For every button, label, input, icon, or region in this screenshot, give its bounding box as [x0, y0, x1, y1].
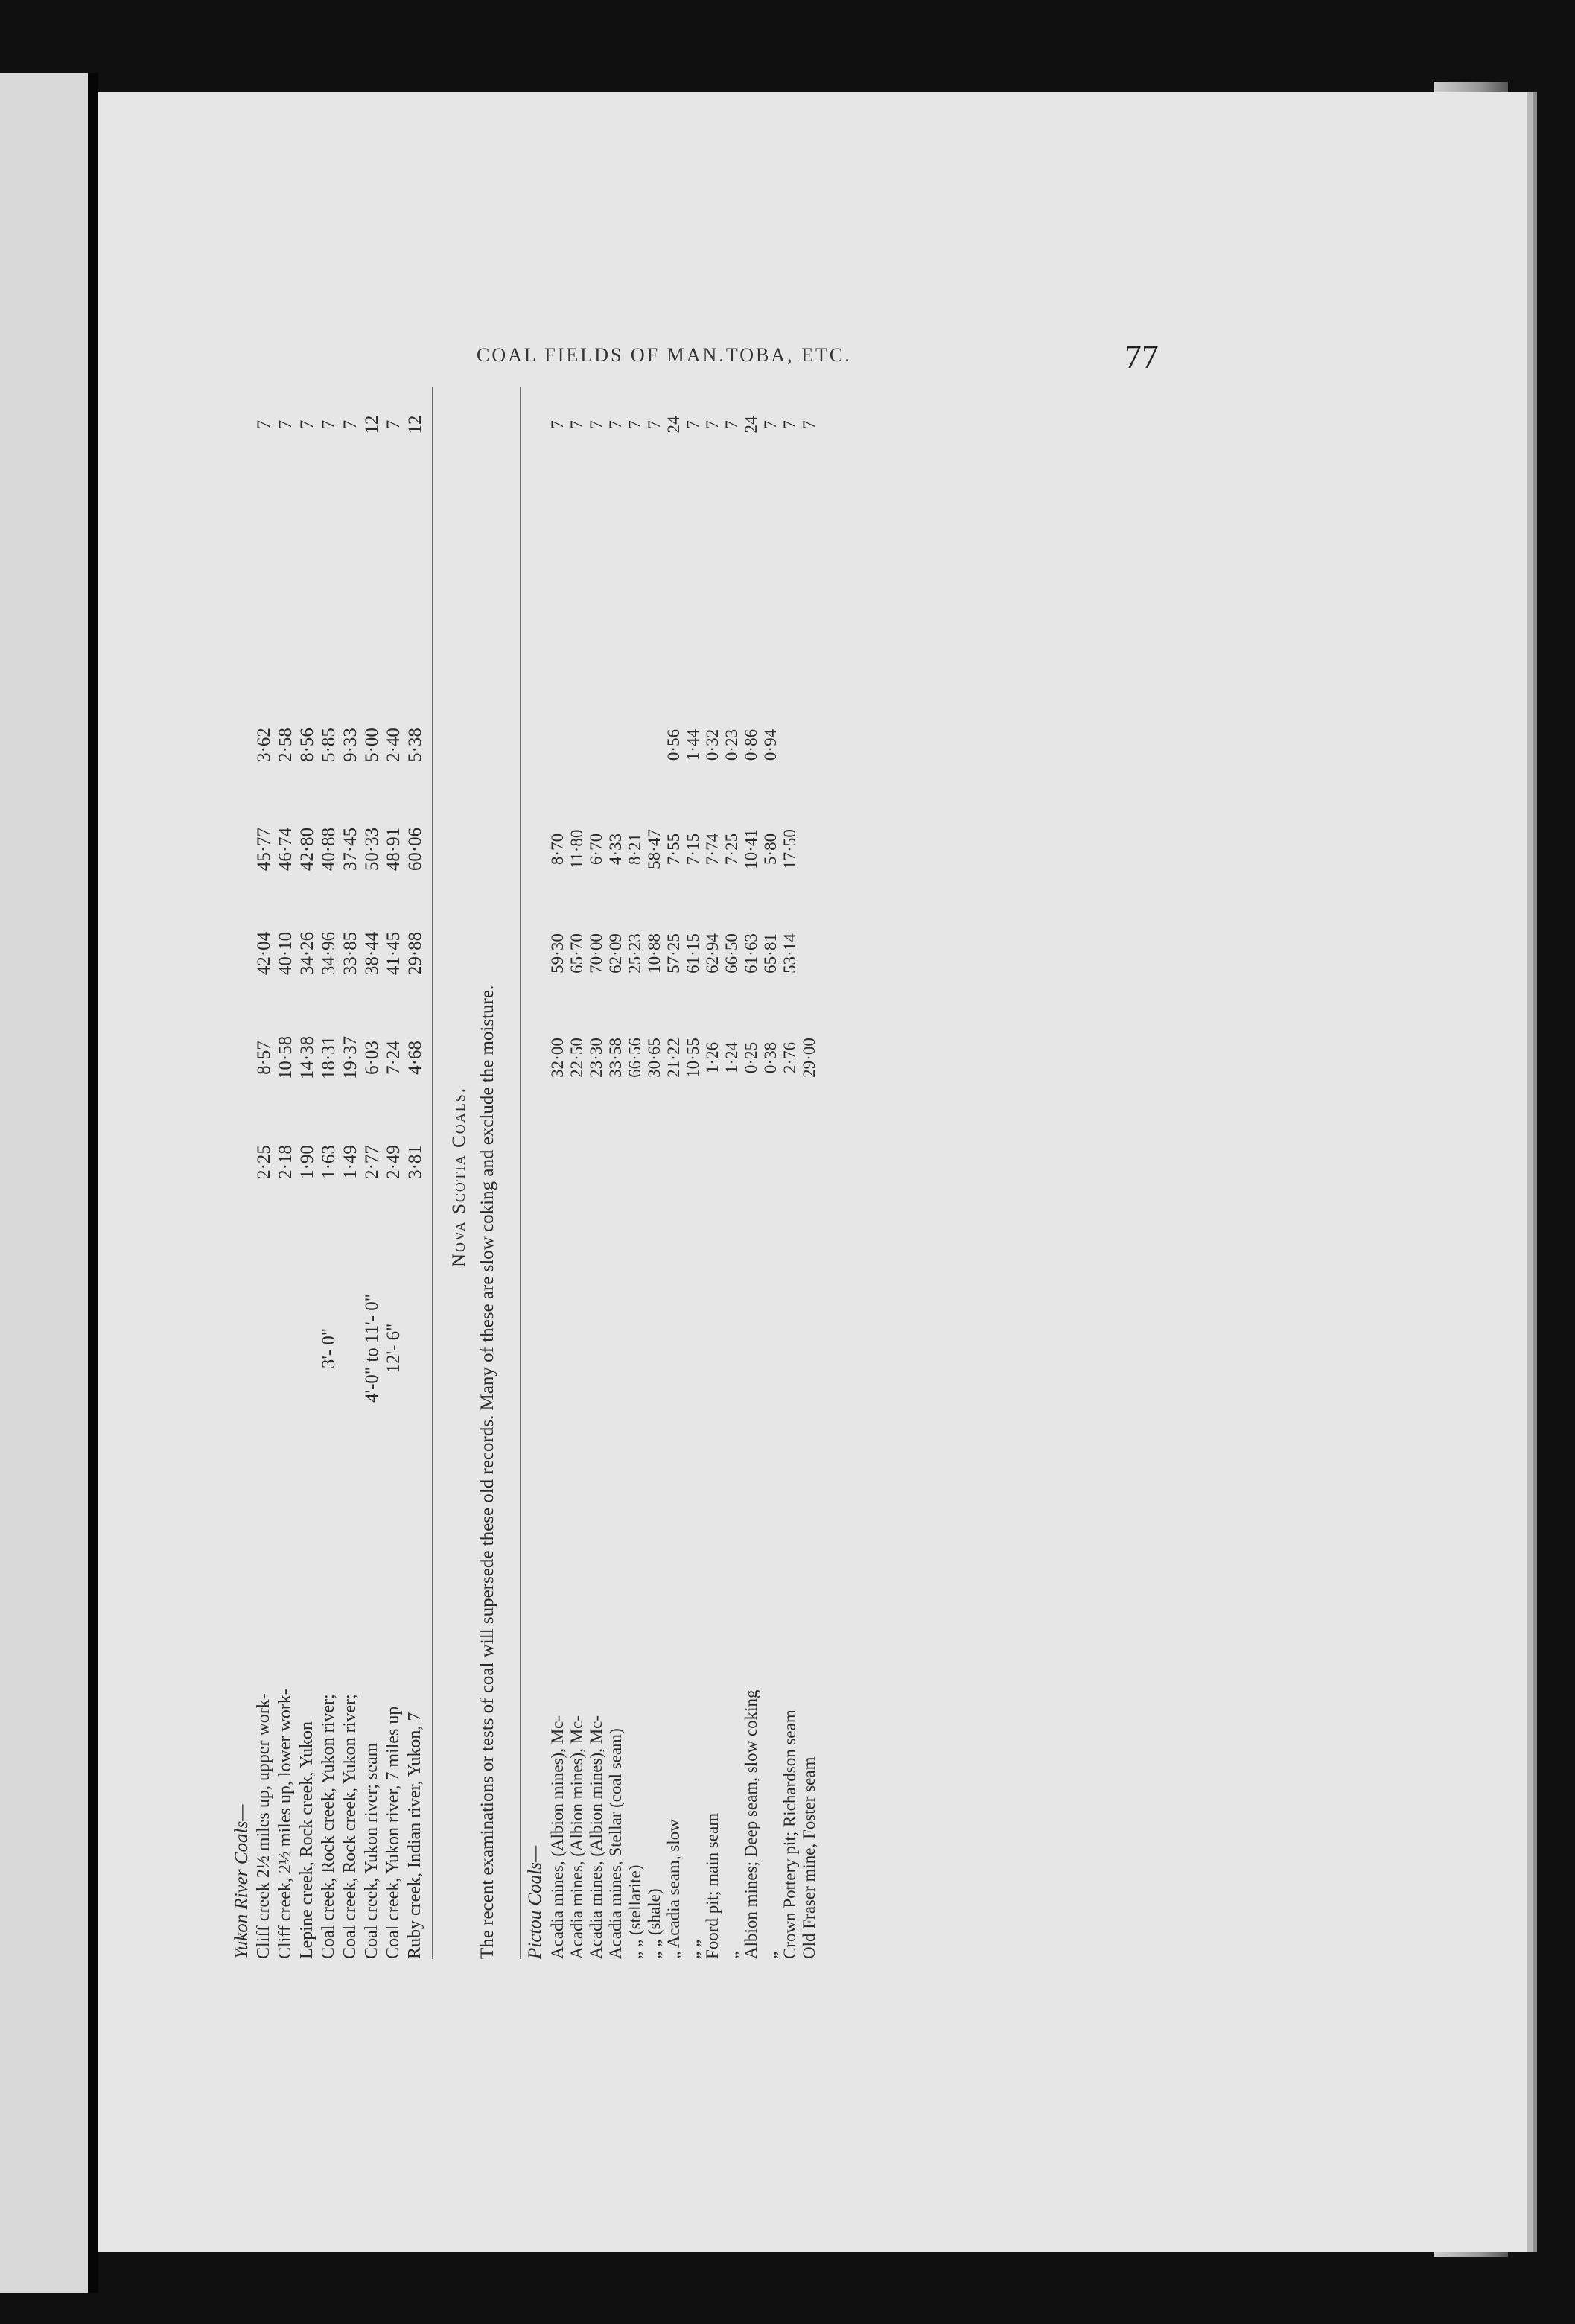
ratio-value: 2·58 [276, 728, 296, 762]
table-rule [432, 387, 433, 1959]
volatile-value: 21·22 [664, 1038, 683, 1078]
ash-value: 42·80 [297, 827, 317, 872]
moisture-value: 1·63 [319, 1145, 339, 1179]
ash-value: 8·21 [626, 833, 644, 866]
reference-value: 7 [606, 420, 625, 429]
reference-value: 12 [362, 415, 382, 434]
fixed-carbon-value: 62·09 [606, 933, 625, 974]
sulphur-value: 0·23 [722, 728, 741, 761]
fixed-carbon-value: 10·88 [645, 933, 664, 974]
sulphur-value: 0·86 [742, 728, 760, 761]
pictou-row-desc: „ [761, 1951, 780, 1959]
facing-page-edge [0, 73, 88, 2293]
ratio-value: 2·40 [384, 728, 404, 762]
pictou-row-desc: Foord pit; main seam [703, 1812, 722, 1959]
fixed-carbon-value: 59·30 [548, 933, 567, 974]
ratio-value: 9·33 [340, 728, 360, 762]
fixed-carbon-value: 33·85 [340, 931, 360, 976]
rotated-table-block [231, 380, 1169, 1959]
pictou-heading: Pictou Coals— [525, 1845, 545, 1959]
reference-value: 7 [384, 419, 404, 430]
ash-value: 50·33 [362, 827, 382, 872]
ash-value: 7·55 [664, 833, 683, 866]
ash-value: 6·70 [587, 833, 605, 866]
reference-value: 7 [780, 420, 799, 429]
ash-value: 7·15 [684, 833, 702, 866]
fixed-carbon-value: 61·15 [684, 933, 702, 974]
sulphur-value: 0·32 [703, 728, 722, 761]
volatile-value: 18·31 [319, 1035, 339, 1080]
pictou-row-desc: „ „ [684, 1939, 702, 1959]
reference-value: 7 [319, 419, 339, 430]
fixed-carbon-value: 25·23 [626, 933, 644, 974]
yukon-heading: Yukon River Coals— [232, 1804, 252, 1959]
ratio-value: 5·85 [319, 728, 339, 762]
ratio-value: 8·56 [297, 728, 317, 762]
volatile-value: 33·58 [606, 1038, 625, 1078]
section-title: Nova Scotia Coals. [449, 1086, 469, 1268]
ash-value: 7·74 [703, 833, 722, 866]
pictou-row-desc: Crown Pottery pit; Richardson seam [780, 1709, 799, 1959]
volatile-value: 10·55 [684, 1038, 702, 1078]
volatile-value: 0·38 [761, 1041, 780, 1074]
moisture-value: 1·90 [297, 1145, 317, 1179]
volatile-value: 1·26 [703, 1041, 722, 1074]
fixed-carbon-value: 57·25 [664, 933, 683, 974]
reference-value: 7 [587, 420, 605, 429]
fixed-carbon-value: 70·00 [587, 933, 605, 974]
ash-value: 5·80 [761, 833, 780, 866]
seam-thickness: 12'- 6" [384, 1323, 404, 1374]
volatile-value: 8·57 [254, 1041, 274, 1075]
running-head: COAL FIELDS OF MAN.TOBA, ETC. [477, 344, 852, 366]
sulphur-value: 1·44 [684, 728, 702, 761]
ash-value: 8·70 [548, 833, 567, 866]
ratio-value: 3·62 [254, 728, 274, 762]
reference-value: 24 [664, 416, 683, 434]
reference-value: 7 [761, 420, 780, 429]
pictou-row-desc: „ Acadia seam, slow [664, 1819, 683, 1959]
pictou-row-desc: „ [722, 1951, 741, 1959]
moisture-value: 1·49 [340, 1145, 360, 1179]
reference-value: 7 [645, 420, 664, 429]
seam-thickness: 4'-0" to 11'- 0" [362, 1294, 382, 1403]
reference-value: 7 [340, 419, 360, 430]
fixed-carbon-value: 61·63 [742, 933, 760, 974]
volatile-value: 10·58 [276, 1035, 296, 1080]
volatile-value: 29·00 [800, 1038, 818, 1078]
reference-value: 7 [297, 419, 317, 430]
fixed-carbon-value: 41·45 [384, 931, 404, 976]
fixed-carbon-value: 42·04 [254, 931, 274, 976]
volatile-value: 22·50 [567, 1038, 586, 1078]
pictou-row-desc: „ „ (shale) [645, 1888, 664, 1959]
yukon-row-desc: Lepine creek, Rock creek, Yukon [297, 1721, 316, 1959]
pictou-row-desc: Acadia mines, (Albion mines), Mc- [587, 1715, 605, 1959]
fixed-carbon-value: 65·70 [567, 933, 586, 974]
yukon-row-desc: Coal creek, Rock creek, Yukon river; [340, 1694, 360, 1959]
fixed-carbon-value: 34·96 [319, 931, 339, 976]
fixed-carbon-value: 53·14 [780, 933, 799, 974]
ash-value: 10·41 [742, 829, 760, 869]
ratio-value: 5·00 [362, 728, 382, 762]
ash-value: 37·45 [340, 827, 360, 872]
fixed-carbon-value: 38·44 [362, 931, 382, 976]
reference-value: 7 [703, 420, 722, 429]
reference-value: 12 [405, 415, 425, 434]
ash-value: 60·06 [405, 827, 425, 872]
yukon-row-desc: Coal creek, Yukon river; seam [362, 1742, 381, 1959]
sulphur-value: 0·56 [664, 728, 683, 761]
volatile-value: 4·68 [405, 1041, 425, 1075]
reference-value: 7 [276, 419, 296, 430]
volatile-value: 1·24 [722, 1041, 741, 1074]
pictou-row-desc: Acadia mines, Stellar (coal seam) [606, 1728, 625, 1959]
volatile-value: 14·38 [297, 1035, 317, 1080]
volatile-value: 66·56 [626, 1038, 644, 1078]
yukon-row-desc: Ruby creek, Indian river, Yukon, 7 [405, 1712, 424, 1959]
moisture-value: 2·18 [276, 1145, 296, 1179]
reference-value: 7 [567, 420, 586, 429]
ash-value: 11·80 [567, 829, 586, 869]
reference-value: 7 [548, 420, 567, 429]
volatile-value: 32·00 [548, 1038, 567, 1078]
ash-value: 40·88 [319, 827, 339, 872]
pictou-row-desc: Acadia mines, (Albion mines), Mc- [548, 1715, 567, 1959]
reference-value: 7 [626, 420, 644, 429]
reference-value: 7 [684, 420, 702, 429]
page-number: 77 [1124, 337, 1159, 375]
volatile-value: 0·25 [742, 1041, 760, 1074]
ash-value: 48·91 [384, 827, 404, 872]
sulphur-value: 0·94 [761, 728, 780, 761]
volatile-value: 23·30 [587, 1038, 605, 1078]
pictou-row-desc: Old Fraser mine, Foster seam [800, 1756, 818, 1959]
yukon-row-desc: Coal creek, Yukon river, 7 miles up [384, 1706, 403, 1959]
moisture-value: 2·77 [362, 1145, 382, 1179]
table-rule [520, 387, 521, 1959]
volatile-value: 6·03 [362, 1041, 382, 1075]
ash-value: 58·47 [645, 829, 664, 869]
fixed-carbon-value: 34·26 [297, 931, 317, 976]
reference-value: 7 [254, 419, 274, 430]
fixed-carbon-value: 65·81 [761, 933, 780, 974]
yukon-row-desc: Cliff creek 2½ miles up, upper work- [254, 1693, 273, 1959]
pictou-row-desc: Albion mines; Deep seam, slow coking [742, 1689, 760, 1959]
fixed-carbon-value: 40·10 [276, 931, 296, 976]
ash-value: 7·25 [722, 833, 741, 866]
reference-value: 7 [800, 420, 818, 429]
fixed-carbon-value: 66·50 [722, 933, 741, 974]
moisture-value: 2·49 [384, 1145, 404, 1179]
yukon-row-desc: Cliff creek, 2½ miles up, lower work- [276, 1689, 295, 1959]
reference-value: 7 [722, 420, 741, 429]
book-gutter [88, 73, 98, 2293]
ash-value: 4·33 [606, 833, 625, 866]
volatile-value: 30·65 [645, 1038, 664, 1078]
ratio-value: 5·38 [405, 728, 425, 762]
moisture-value: 2·25 [254, 1145, 274, 1179]
fixed-carbon-value: 62·94 [703, 933, 722, 974]
section-note: The recent examinations or tests of coal will supersede these old records. Many of these are slow coking and exclude the moisture. [477, 985, 497, 1959]
yukon-row-desc: Coal creek, Rock creek, Yukon river; [319, 1694, 338, 1959]
ash-value: 17·50 [780, 829, 799, 869]
volatile-value: 2·76 [780, 1041, 799, 1074]
volatile-value: 19·37 [340, 1035, 360, 1080]
fixed-carbon-value: 29·88 [405, 931, 425, 976]
ash-value: 45·77 [254, 827, 274, 872]
volatile-value: 7·24 [384, 1041, 404, 1075]
pictou-row-desc: Acadia mines, (Albion mines), Mc- [567, 1715, 586, 1959]
seam-thickness: 3'- 0" [319, 1327, 339, 1369]
reference-value: 24 [742, 416, 760, 434]
ash-value: 46·74 [276, 827, 296, 872]
pictou-row-desc: „ „ (stellarite) [626, 1864, 644, 1959]
moisture-value: 3·81 [405, 1145, 425, 1179]
